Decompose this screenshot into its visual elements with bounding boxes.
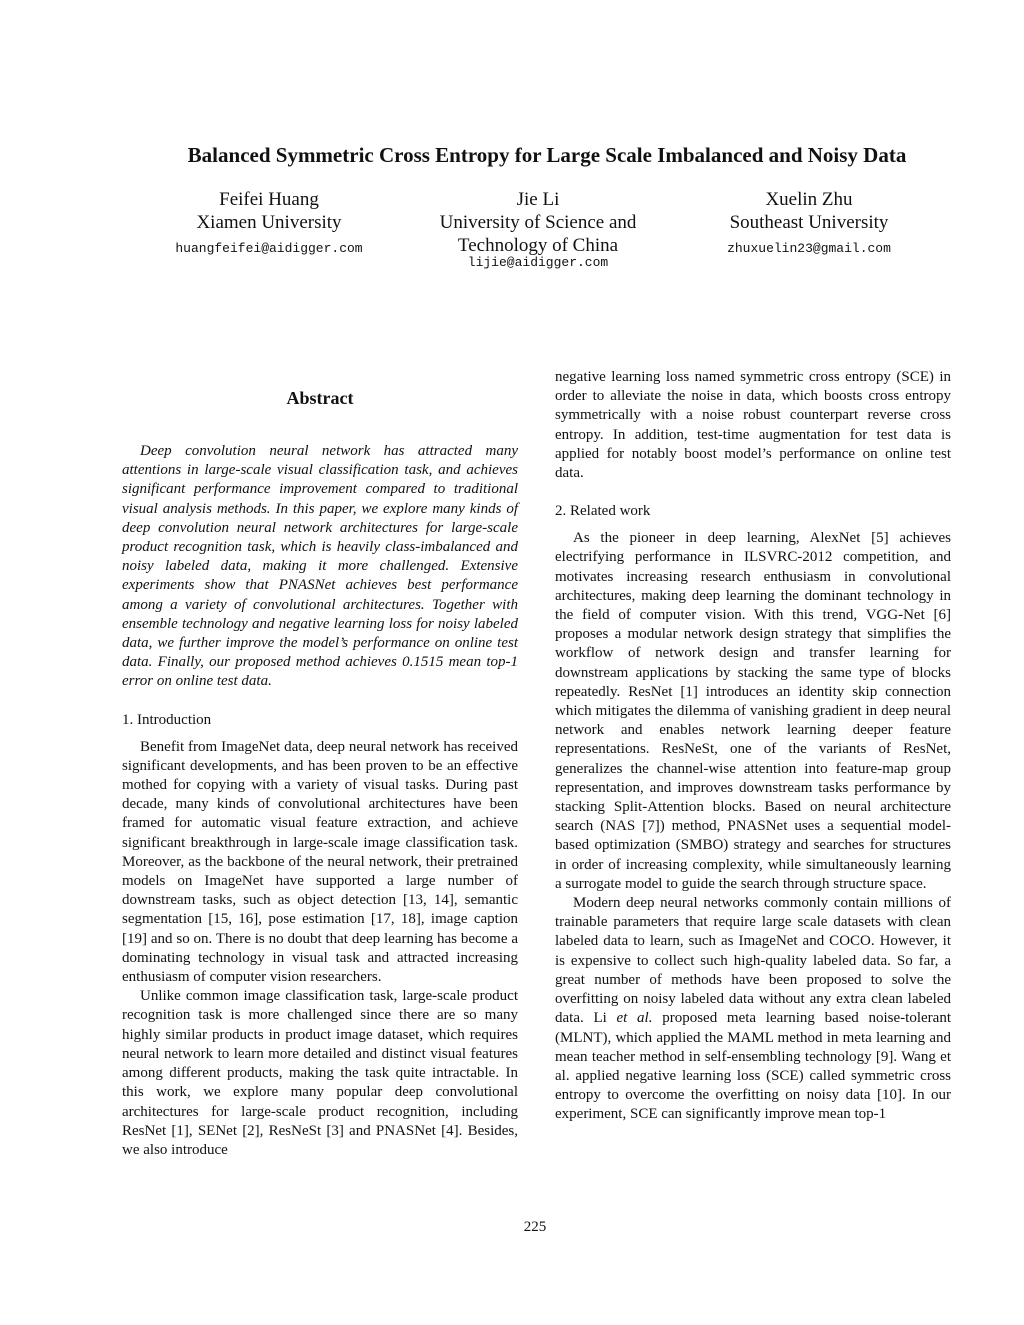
- author-name: Jie Li: [516, 189, 560, 210]
- related-work-paragraph-2-part-2: proposed meta learning based noise-tolerant (MLNT), which applied the MAML method in meta learning and mean teacher method in self-ensembling technology [9]. Wang et al. applied negative learning loss (SCE) called symmetric cross entropy to overcome the overfitting on noisy data [10]. In our experiment, SCE can significantly improve mean top-1: [555, 1010, 951, 1123]
- right-column: [555, 368, 951, 1125]
- abstract-text: Deep convolution neural network has attracted many attentions in large-scale visual classification task, and achieves significant performance improvement compared to traditional visual analysis methods. In this paper, we explore many kinds of deep convolution neural network architectures for large-scale product recognition task, which is heavily class-imbalanced and noisy labeled data, making it more challenged. Extensive experiments show that PNASNet achieves best performance among a variety of convolutional architectures. Together with ensemble technology and negative learning loss for noisy labeled data, we further improve the model’s performance on online test data. Finally, our proposed method achieves 0.1515 mean top-1 error on online test data.: [122, 443, 518, 690]
- introduction-continuation: negative learning loss named symmetric cross entropy (SCE) in order to alleviate the noise in data, which boosts cross entropy symmetrically with a noise robust counterpart reverse cross entropy. In addition, test-time augmentation for test data is applied for notably boost model’s performance on online test data.: [555, 369, 951, 482]
- introduction-heading: 1. Introduction: [122, 711, 212, 728]
- author-email: lijie@aidigger.com: [467, 255, 609, 270]
- related-work-heading: 2. Related work: [555, 503, 651, 520]
- abstract-heading: Abstract: [286, 388, 354, 408]
- author-block-1: [139, 188, 399, 258]
- related-work-paragraph-2: [555, 894, 951, 1124]
- author-name: Feifei Huang: [219, 189, 319, 210]
- et-al-italic: et al.: [616, 1010, 653, 1027]
- author-block-3: [679, 188, 939, 258]
- author-email: huangfeifei@aidigger.com: [175, 241, 363, 256]
- introduction-paragraph-2: Unlike common image classification task, large-scale product recognition task is more challenged since there are so many highly similar products in product image dataset, which requires neural network to learn more detailed and distinct visual features among different products, making the task quite intractable. In this work, we explore many popular deep convolutional architectures for large-scale product recognition, including ResNet [1], SENet [2], ResNeSt [3] and PNASNet [4]. Besides, we also introduce: [122, 988, 518, 1158]
- author-block-2: [408, 188, 668, 272]
- related-work-paragraph-2-part-1: Modern deep neural networks commonly contain millions of trainable parameters that require large scale datasets with clean labeled data to learn, such as ImageNet and COCO. However, it is expensive to collect such high-quality labeled data. So far, a great number of methods have been proposed to solve the overfitting on noisy labeled data without any extra clean labeled data. Li: [555, 895, 951, 1027]
- author-email: zhuxuelin23@gmail.com: [727, 241, 891, 256]
- related-work-paragraph-1: As the pioneer in deep learning, AlexNet [5] achieves electrifying performance in ILSVRC-2012 competition, and motivates increasing research enthusiasm in convolutional architectures, making deep learning the dominant technology in the field of computer vision. With this trend, VGG-Net [6] proposes a modular network design strategy that simplifies the workflow of network design and transfer learning for downstream applications by stacking the same type of blocks repeatedly. ResNet [1] introduces an identity skip connection which mitigates the dilemma of vanishing gradient in deep neural network and enables network learning deeper feature representations. ResNeSt, one of the variants of ResNet, generalizes the channel-wise attention into feature-map group representation, and improves downstream tasks performance by stacking Split-Attention blocks. Based on neural architecture search (NAS [7]) method, PNASNet uses a sequential model-based optimization (SMBO) strategy and searches for structures in order of increasing complexity, while simultaneously learning a surrogate model to guide the search through structure space.: [555, 530, 951, 892]
- author-name: Xuelin Zhu: [765, 189, 853, 210]
- paper-title: Balanced Symmetric Cross Entropy for Large Scale Imbalanced and Noisy Data: [187, 143, 907, 167]
- left-column: [122, 386, 518, 1160]
- page-number: 225: [523, 1219, 547, 1235]
- author-affiliation: Southeast University: [729, 212, 889, 233]
- author-affiliation: University of Science and Technology of China: [439, 212, 637, 256]
- introduction-paragraph-1: Benefit from ImageNet data, deep neural network has received significant developments, and has been proven to be an effective mothed for copying with a variety of visual tasks. During past decade, many kinds of convolutional architectures have been framed for automatic visual feature extraction, and achieve significant breakthrough in large-scale image classification task. Moreover, as the backbone of the neural network, their pretrained models on ImageNet have supported a large number of downstream tasks, such as object detection [13, 14], semantic segmentation [15, 16], pose estimation [17, 18], image caption [19] and so on. There is no doubt that deep learning has become a dominating technology in visual task and attracted increasing enthusiasm of computer vision researchers.: [122, 738, 518, 986]
- author-affiliation: Xiamen University: [196, 212, 342, 233]
